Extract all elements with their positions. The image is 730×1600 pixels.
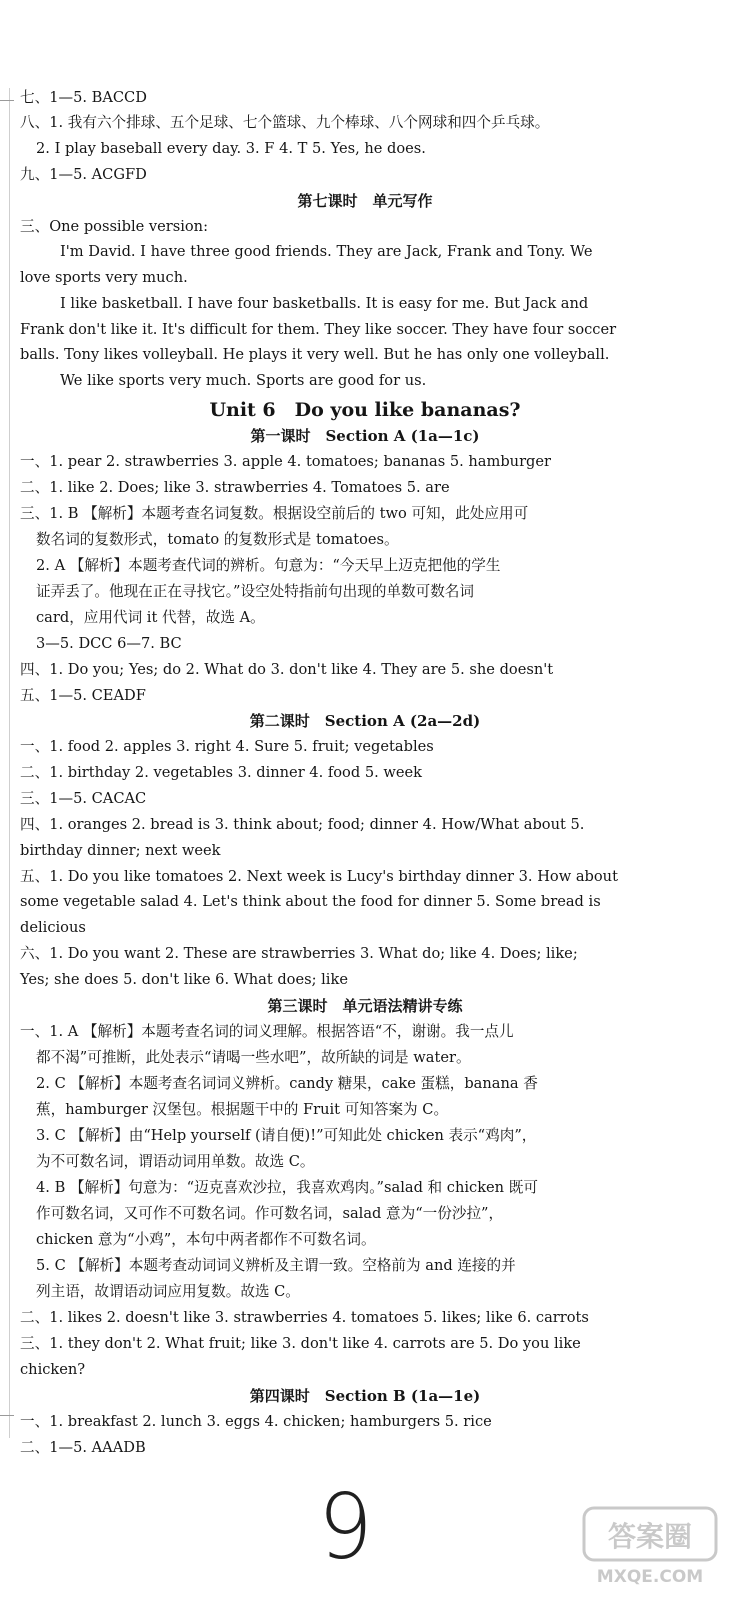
- explanation-line: 都不渴”可推断，此处表示“请喝一些水吧”，故所缺的词是 water。: [36, 1049, 471, 1066]
- lesson-heading-2: 第二课时 Section A (2a—2d): [249, 712, 481, 730]
- svg-text:答案圈: 答案圈: [607, 1520, 693, 1553]
- answer-line-qi: 七、1—5. BACCD: [20, 89, 147, 106]
- essay-line: Frank don't like it. It's difficult for them. They like soccer. They have four soccer: [20, 321, 617, 338]
- handwritten-page-number: 9: [318, 1474, 373, 1580]
- answer-line: 二、1. like 2. Does; like 3. strawberries 4. Tomatoes 5. are: [20, 479, 450, 496]
- answer-line: 三、1. they don't 2. What fruit; like 3. don't like 4. carrots are 5. Do you like: [20, 1335, 581, 1352]
- explanation-line: 数名词的复数形式，tomato 的复数形式是 tomatoes。: [36, 531, 399, 548]
- explanation-line: 2. C 【解析】本题考查名词词义辨析。candy 糖果，cake 蛋糕，banana 香: [36, 1075, 538, 1092]
- answer-line: 2. I play baseball every day. 3. F 4. T 5. Yes, he does.: [36, 140, 426, 157]
- margin-tick: [0, 1415, 14, 1416]
- answer-line: chicken?: [20, 1361, 86, 1378]
- answer-line: 三、1—5. CACAC: [20, 790, 147, 807]
- site-watermark-logo: [580, 1500, 720, 1590]
- explanation-line: 三、1. B 【解析】本题考查名词复数。根据设空前后的 two 可知，此处应用可: [20, 505, 529, 522]
- answer-line: 四、1. Do you; Yes; do 2. What do 3. don't like 4. They are 5. she doesn't: [20, 661, 554, 678]
- answer-line: 一、1. breakfast 2. lunch 3. eggs 4. chicken; hamburgers 5. rice: [20, 1413, 492, 1430]
- essay-line: balls. Tony likes volleyball. He plays it very well. But he has only one volleyball.: [20, 346, 610, 363]
- answer-line: 二、1—5. AAADB: [20, 1439, 146, 1456]
- explanation-line: 4. B 【解析】句意为：“迈克喜欢沙拉，我喜欢鸡肉。”salad 和 chicken 既可: [36, 1179, 538, 1196]
- answer-line: 六、1. Do you want 2. These are strawberries 3. What do; like 4. Does; like;: [20, 945, 578, 962]
- explanation-line: 3. C 【解析】由“Help yourself (请自便)!”可知此处 chicken 表示“鸡肉”，: [36, 1127, 537, 1144]
- answer-line: 四、1. oranges 2. bread is 3. think about; food; dinner 4. How/What about 5.: [20, 816, 585, 833]
- answer-line: some vegetable salad 4. Let's think about the food for dinner 5. Some bread is: [20, 893, 601, 910]
- explanation-line: 为不可数名词，谓语动词用单数。故选 C。: [36, 1153, 315, 1170]
- answer-line: Yes; she does 5. don't like 6. What does; like: [20, 971, 348, 988]
- writing-intro: 三、One possible version:: [20, 218, 209, 235]
- binding-margin-line: [9, 88, 10, 1438]
- essay-line: I like basketball. I have four basketballs. It is easy for me. But Jack and: [60, 295, 589, 312]
- answer-line: 五、1—5. CEADF: [20, 687, 146, 704]
- answer-line: 二、1. birthday 2. vegetables 3. dinner 4. food 5. week: [20, 764, 422, 781]
- explanation-line: chicken 意为“小鸡”，本句中两者都作不可数名词。: [36, 1231, 376, 1248]
- lesson-heading-3: 第三课时 单元语法精讲专练: [267, 997, 463, 1015]
- explanation-line: 证弄丢了。他现在正在寻找它。”设空处特指前句出现的单数可数名词: [36, 583, 474, 600]
- explanation-line: 5. C 【解析】本题考查动词词义辨析及主谓一致。空格前为 and 连接的并: [36, 1257, 516, 1274]
- lesson-heading-4: 第四课时 Section B (1a—1e): [249, 1387, 481, 1405]
- answer-line: 3—5. DCC 6—7. BC: [36, 635, 182, 652]
- svg-text:MXQE.COM: MXQE.COM: [596, 1567, 704, 1587]
- answer-line: delicious: [20, 919, 86, 936]
- answer-line: birthday dinner; next week: [20, 842, 221, 859]
- unit-title: Unit 6 Do you like bananas?: [209, 399, 521, 421]
- answer-line-ba: 八、1. 我有六个排球、五个足球、七个篮球、九个棒球、八个网球和四个乒乓球。: [20, 114, 550, 131]
- answer-line-jiu: 九、1—5. ACGFD: [20, 166, 147, 183]
- essay-line: We like sports very much. Sports are good for us.: [60, 372, 427, 389]
- answer-line: 五、1. Do you like tomatoes 2. Next week is Lucy's birthday dinner 3. How about: [20, 868, 618, 885]
- explanation-line: 蕉，hamburger 汉堡包。根据题干中的 Fruit 可知答案为 C。: [36, 1101, 449, 1118]
- answer-line: 一、1. food 2. apples 3. right 4. Sure 5. fruit; vegetables: [20, 738, 434, 755]
- essay-line: love sports very much.: [20, 269, 188, 286]
- explanation-line: 2. A 【解析】本题考查代词的辨析。句意为：“今天早上迈克把他的学生: [36, 557, 501, 574]
- lesson-heading-1: 第一课时 Section A (1a—1c): [250, 427, 480, 445]
- explanation-line: card，应用代词 it 代替，故选 A。: [36, 609, 265, 626]
- lesson-heading-7: 第七课时 单元写作: [297, 192, 433, 210]
- essay-line: I'm David. I have three good friends. They are Jack, Frank and Tony. We: [60, 243, 593, 260]
- explanation-line: 列主语，故谓语动词应用复数。故选 C。: [36, 1283, 300, 1300]
- answer-line: 一、1. pear 2. strawberries 3. apple 4. tomatoes; bananas 5. hamburger: [20, 453, 552, 470]
- explanation-line: 一、1. A 【解析】本题考查名词的词义理解。根据答语“不，谢谢。我一点儿: [20, 1023, 514, 1040]
- explanation-line: 作可数名词，又可作不可数名词。作可数名词，salad 意为“一份沙拉”，: [36, 1205, 504, 1222]
- answer-line: 二、1. likes 2. doesn't like 3. strawberries 4. tomatoes 5. likes; like 6. carrots: [20, 1309, 589, 1326]
- margin-tick: [0, 100, 14, 101]
- watermark-icon: [580, 1500, 720, 1590]
